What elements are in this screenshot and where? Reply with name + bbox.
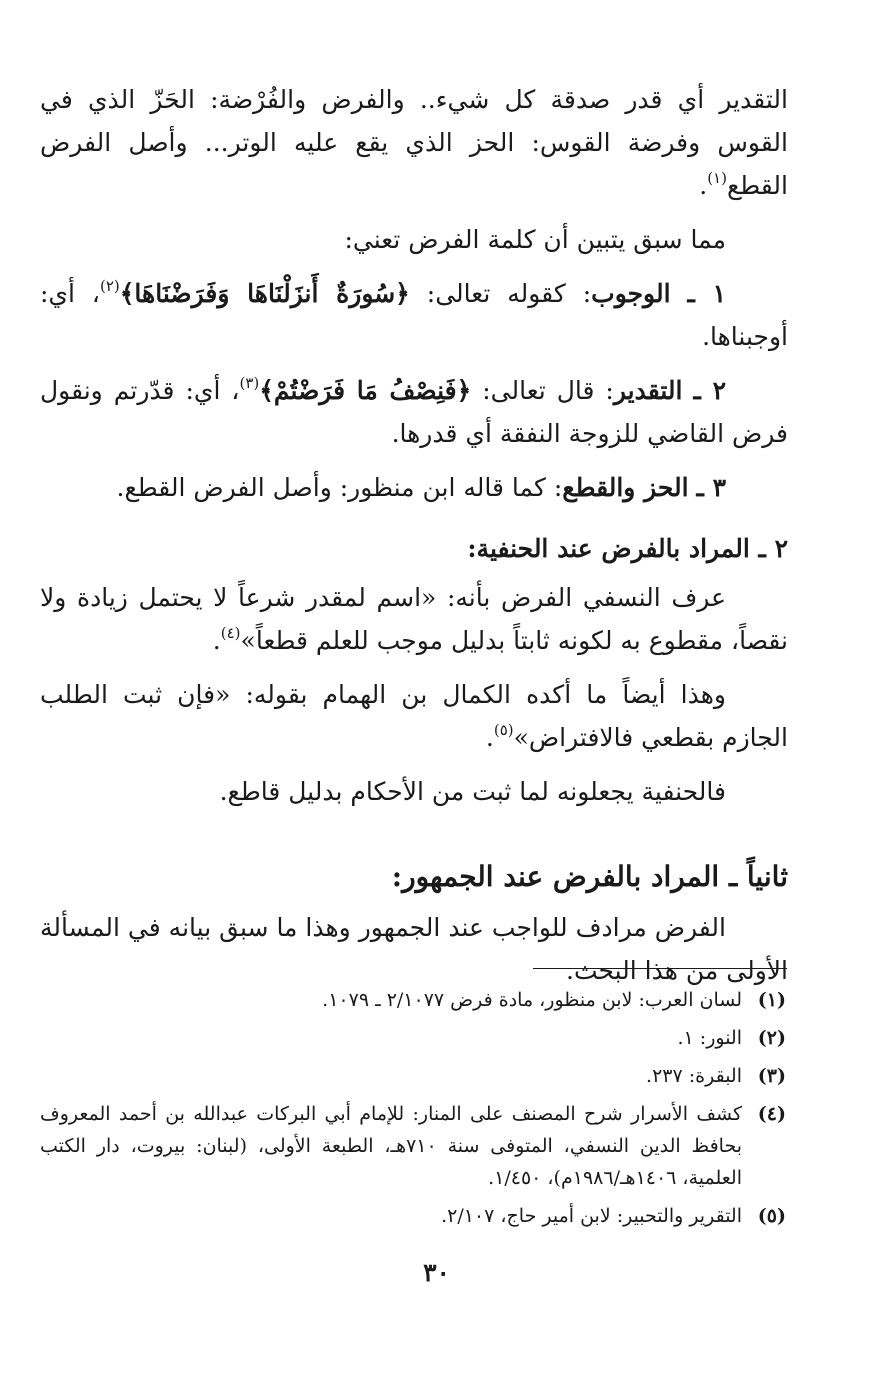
list-item-wujub: ١ ـ الوجوب: كقوله تعالى: ﴿سُورَةٌ أَنزَلْنَاهَا وَفَرَضْنَاهَا﴾$^{(٢)}$، أي: أوجبناها.: [40, 277, 788, 351]
footnote-ref-5[interactable]: (٥): [493, 721, 514, 739]
footnote-divider: [533, 968, 787, 969]
main-text: [40, 78, 788, 1003]
footnote-text: النور: ١.: [677, 1027, 742, 1049]
footnote-ref-4[interactable]: (٤): [220, 624, 241, 642]
footnote-text: لسان العرب: لابن منظور، مادة فرض ٢/١٠٧٧ ـ ١٠٧٩.: [322, 989, 742, 1011]
footnote-number: (٥): [757, 1205, 786, 1227]
footnote-4: [40, 1098, 786, 1194]
term-wujub: الوجوب: [591, 279, 671, 308]
footnote-text: كشف الأسرار شرح المصنف على المنار: للإمام أبي البركات عبدالله بن أحمد المعروف بحافظ الدين النسفي، المتوفى سنة ٧١٠هـ، الطبعة الأولى، (لبنان: بيروت، دار الكتب العلمية، ١٤٠٦هـ/١٩٨٦م)، ١/٤٥٠.: [40, 1103, 742, 1189]
paragraph-hanafi-conclusion: فالحنفية يجعلونه لما ثبت من الأحكام بدليل قاطع.: [219, 777, 726, 806]
list-item-hazz: ٣ ـ الحز والقطع: كما قاله ابن منظور: وأصل الفرض القطع.: [116, 473, 726, 502]
footnote-3: [40, 1060, 786, 1092]
paragraph-jumhur: الفرض مرادف للواجب عند الجمهور وهذا ما سبق بيانه في المسألة الأولى من هذا البحث.: [40, 913, 788, 985]
footnote-number: (٢): [757, 1027, 786, 1049]
footnote-number: (١): [757, 989, 786, 1011]
footnote-text: التقرير والتحبير: لابن أمير حاج، ٢/١٠٧.: [441, 1205, 742, 1227]
term-hazz: الحز والقطع: [562, 473, 689, 502]
footnote-ref-2[interactable]: (٢): [99, 277, 120, 295]
subheading-hanafi: ٢ ـ المراد بالفرض عند الحنفية:: [467, 534, 788, 563]
footnote-number: (٤): [757, 1103, 786, 1125]
footnote-number: (٣): [757, 1065, 786, 1087]
paragraph-intro: مما سبق يتبين أن كلمة الفرض تعني:: [344, 225, 726, 254]
paragraph-ibn-humam: وهذا أيضاً ما أكده الكمال بن الهمام بقوله: «فإن ثبت الطلب الجازم بقطعي فالافتراض»$^{(٥)}$.: [40, 680, 788, 752]
list-item-taqdir: ٢ ـ التقدير: قال تعالى: ﴿فَنِصْفُ مَا فَرَضْتُمْ﴾$^{(٣)}$، أي: قدّرتم ونقول فرض القاضي للزوجة النفقة أي قدرها.: [40, 374, 788, 448]
footnote-1: [40, 984, 786, 1016]
page-number: ٣٠: [423, 1258, 450, 1287]
footnote-5: [40, 1200, 786, 1232]
footnote-2: [40, 1022, 786, 1054]
quran-verse: ﴿فَنِصْفُ مَا فَرَضْتُمْ﴾: [259, 376, 472, 405]
quran-verse: ﴿سُورَةٌ أَنزَلْنَاهَا وَفَرَضْنَاهَا﴾: [119, 279, 410, 308]
heading-jumhur: ثانياً ـ المراد بالفرض عند الجمهور:: [391, 860, 788, 893]
term-taqdir: التقدير: [613, 376, 683, 405]
footnote-ref-1[interactable]: (١): [707, 169, 727, 187]
footnote-text: البقرة: ٢٣٧.: [646, 1065, 742, 1087]
footnotes: [40, 984, 786, 1238]
footnote-ref-3[interactable]: (٣): [239, 374, 260, 392]
paragraph-nasafi: عرف النسفي الفرض بأنه: «اسم لمقدر شرعاً لا يحتمل زيادة ولا نقصاً، مقطوع به لكونه ثابتاً بدليل موجب للعلم قطعاً»$^{(٤)}$.: [40, 583, 788, 655]
paragraph-definition: التقدير أي قدر صدقة كل شيء.. والفرض والفُرْضة: الحَزّ الذي في القوس وفرضة القوس: الحز الذي يقع عليه الوتر... وأصل الفرض القطع$^{(١)}$.: [40, 85, 788, 200]
